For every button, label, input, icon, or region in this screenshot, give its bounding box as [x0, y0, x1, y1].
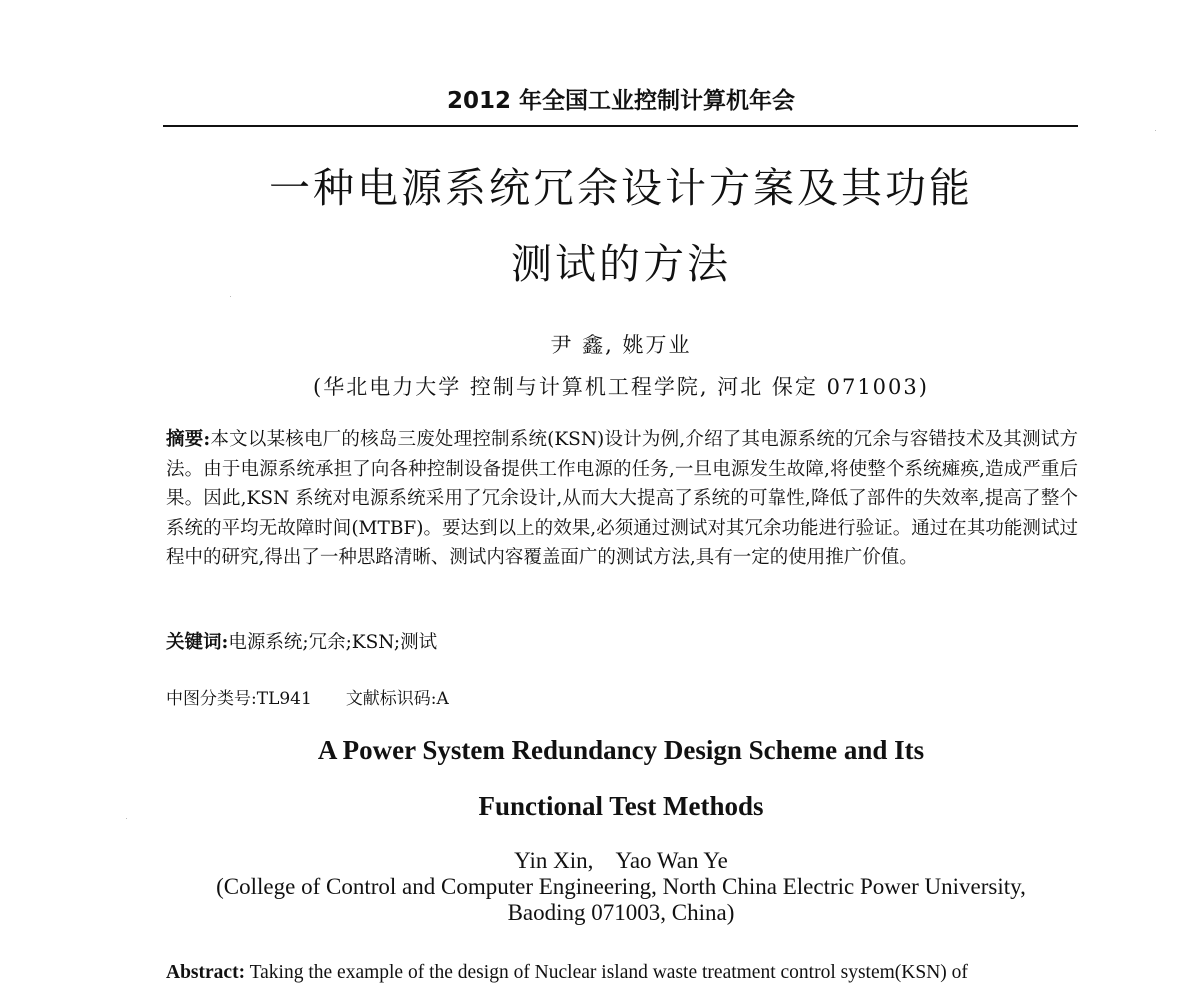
- en-abstract-text: Taking the example of the design of Nuclear island waste treatment control system(KSN) of: [249, 962, 968, 983]
- en-affiliation-line-1: (College of Control and Computer Engineering, North China Electric Power University,: [216, 874, 1026, 899]
- scan-speck: [230, 296, 231, 297]
- header-rule: [163, 125, 1078, 127]
- zh-abstract-label: 摘要:: [166, 429, 211, 450]
- zh-title-line-1: 一种电源系统冗余设计方案及其功能: [269, 164, 973, 212]
- zh-abstract: [166, 425, 1078, 573]
- en-affiliation: [165, 874, 1077, 926]
- en-title-line-1: A Power System Redundancy Design Scheme and Its: [317, 735, 925, 765]
- zh-authors: 尹 鑫, 姚万业: [550, 333, 692, 357]
- conference-header: 2012 年全国工业控制计算机年会: [446, 88, 796, 114]
- zh-affiliation: (华北电力大学 控制与计算机工程学院, 河北 保定 071003): [313, 375, 929, 399]
- zh-classification: [166, 685, 449, 713]
- en-authors: Yin Xin, Yao Wan Ye: [514, 848, 728, 873]
- zh-abstract-text: 本文以某核电厂的核岛三废处理控制系统(KSN)设计为例,介绍了其电源系统的冗余与容错技术及其测试方法。由于电源系统承担了向各种控制设备提供工作电源的任务,一旦电源发生故障,将使整个系统瘫痪,造成严重后果。因此,KSN 系统对电源系统采用了冗余设计,从而大大提高了系统的可靠性,降低了部件的失效率,提高了整个系统的平均无故障时间(MTBF)。要达到以上的效果,必须通过测试对其冗余功能进行验证。通过在其功能测试过程中的研究,得出了一种思路清晰、测试内容覆盖面广的测试方法,具有一定的使用推广价值。: [166, 429, 1078, 568]
- en-abstract-label: Abstract:: [166, 962, 246, 983]
- scan-speck: [1155, 130, 1156, 131]
- zh-doc-code: 文献标识码:A: [345, 689, 449, 709]
- zh-keywords-text: 电源系统;冗余;KSN;测试: [228, 632, 438, 653]
- zh-class-number: 中图分类号:TL941: [166, 689, 312, 709]
- zh-title-line-2: 测试的方法: [511, 240, 731, 288]
- en-affiliation-line-2: Baoding 071003, China): [507, 900, 735, 925]
- zh-keywords: [166, 629, 437, 657]
- zh-keywords-label: 关键词:: [166, 632, 229, 653]
- en-title-line-2: Functional Test Methods: [478, 791, 764, 821]
- scan-speck: [126, 818, 127, 819]
